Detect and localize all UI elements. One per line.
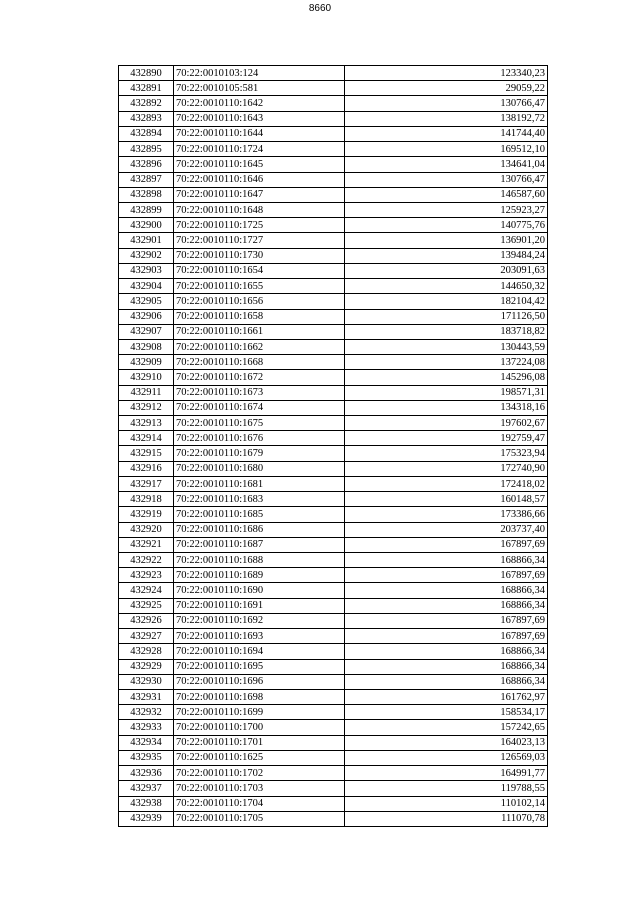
- cadastral-value-cell: 126569,03: [345, 750, 548, 765]
- table-row: [119, 766, 548, 781]
- cadastral-value-cell: 164023,13: [345, 735, 548, 750]
- row-number-cell: 432909: [119, 355, 174, 370]
- cadastral-value-cell: 197602,67: [345, 416, 548, 431]
- table-row: [119, 446, 548, 461]
- row-number-cell: 432902: [119, 248, 174, 263]
- cadastral-number-cell: 70:22:0010110:1658: [174, 309, 345, 324]
- cadastral-number-cell: 70:22:0010110:1703: [174, 781, 345, 796]
- cadastral-value-table: [118, 65, 548, 827]
- cadastral-number-cell: 70:22:0010110:1655: [174, 279, 345, 294]
- table-row: [119, 720, 548, 735]
- table-row: [119, 796, 548, 811]
- cadastral-number-cell: 70:22:0010110:1698: [174, 689, 345, 704]
- row-number-cell: 432901: [119, 233, 174, 248]
- cadastral-value-cell: 168866,34: [345, 659, 548, 674]
- table-row: [119, 674, 548, 689]
- cadastral-number-cell: 70:22:0010110:1654: [174, 263, 345, 278]
- cadastral-number-cell: 70:22:0010110:1648: [174, 202, 345, 217]
- cadastral-number-cell: 70:22:0010110:1689: [174, 568, 345, 583]
- cadastral-number-cell: 70:22:0010110:1681: [174, 476, 345, 491]
- row-number-cell: 432894: [119, 126, 174, 141]
- table-row: [119, 735, 548, 750]
- row-number-cell: 432905: [119, 294, 174, 309]
- row-number-cell: 432930: [119, 674, 174, 689]
- table-row: [119, 126, 548, 141]
- cadastral-number-cell: 70:22:0010110:1656: [174, 294, 345, 309]
- table-row: [119, 644, 548, 659]
- table-row: [119, 279, 548, 294]
- cadastral-value-cell: 130766,47: [345, 172, 548, 187]
- row-number-cell: 432939: [119, 811, 174, 826]
- cadastral-value-cell: 111070,78: [345, 811, 548, 826]
- table-row: [119, 613, 548, 628]
- cadastral-value-cell: 146587,60: [345, 187, 548, 202]
- table-row: [119, 583, 548, 598]
- row-number-cell: 432912: [119, 400, 174, 415]
- row-number-cell: 432921: [119, 537, 174, 552]
- table-row: [119, 248, 548, 263]
- table-row: [119, 416, 548, 431]
- table-row: [119, 370, 548, 385]
- row-number-cell: 432929: [119, 659, 174, 674]
- table-row: [119, 629, 548, 644]
- row-number-cell: 432892: [119, 96, 174, 111]
- cadastral-number-cell: 70:22:0010110:1690: [174, 583, 345, 598]
- cadastral-value-cell: 161762,97: [345, 689, 548, 704]
- cadastral-value-cell: 198571,31: [345, 385, 548, 400]
- cadastral-number-cell: 70:22:0010110:1647: [174, 187, 345, 202]
- cadastral-number-cell: 70:22:0010110:1643: [174, 111, 345, 126]
- row-number-cell: 432898: [119, 187, 174, 202]
- cadastral-number-cell: 70:22:0010110:1725: [174, 218, 345, 233]
- cadastral-value-cell: 168866,34: [345, 553, 548, 568]
- table-row: [119, 157, 548, 172]
- cadastral-value-cell: 134641,04: [345, 157, 548, 172]
- table-row: [119, 522, 548, 537]
- cadastral-value-cell: 158534,17: [345, 705, 548, 720]
- row-number-cell: 432934: [119, 735, 174, 750]
- row-number-cell: 432915: [119, 446, 174, 461]
- cadastral-number-cell: 70:22:0010110:1685: [174, 507, 345, 522]
- table-row: [119, 294, 548, 309]
- cadastral-value-cell: 123340,23: [345, 66, 548, 81]
- table-row: [119, 431, 548, 446]
- row-number-cell: 432891: [119, 81, 174, 96]
- cadastral-value-cell: 167897,69: [345, 629, 548, 644]
- table-row: [119, 96, 548, 111]
- cadastral-number-cell: 70:22:0010110:1625: [174, 750, 345, 765]
- row-number-cell: 432899: [119, 202, 174, 217]
- row-number-cell: 432900: [119, 218, 174, 233]
- cadastral-number-cell: 70:22:0010110:1727: [174, 233, 345, 248]
- cadastral-number-cell: 70:22:0010110:1642: [174, 96, 345, 111]
- cadastral-value-cell: 175323,94: [345, 446, 548, 461]
- cadastral-value-cell: 169512,10: [345, 142, 548, 157]
- cadastral-number-cell: 70:22:0010110:1705: [174, 811, 345, 826]
- row-number-cell: 432916: [119, 461, 174, 476]
- cadastral-value-cell: 203737,40: [345, 522, 548, 537]
- cadastral-value-cell: 110102,14: [345, 796, 548, 811]
- row-number-cell: 432933: [119, 720, 174, 735]
- cadastral-value-cell: 141744,40: [345, 126, 548, 141]
- row-number-cell: 432903: [119, 263, 174, 278]
- cadastral-number-cell: 70:22:0010110:1645: [174, 157, 345, 172]
- row-number-cell: 432896: [119, 157, 174, 172]
- cadastral-number-cell: 70:22:0010110:1693: [174, 629, 345, 644]
- cadastral-number-cell: 70:22:0010110:1695: [174, 659, 345, 674]
- row-number-cell: 432928: [119, 644, 174, 659]
- row-number-cell: 432911: [119, 385, 174, 400]
- cadastral-value-cell: 173386,66: [345, 507, 548, 522]
- row-number-cell: 432910: [119, 370, 174, 385]
- cadastral-number-cell: 70:22:0010105:581: [174, 81, 345, 96]
- cadastral-number-cell: 70:22:0010110:1683: [174, 492, 345, 507]
- row-number-cell: 432917: [119, 476, 174, 491]
- table-row: [119, 811, 548, 826]
- table-row: [119, 187, 548, 202]
- table-row: [119, 218, 548, 233]
- cadastral-value-cell: 168866,34: [345, 674, 548, 689]
- cadastral-value-cell: 136901,20: [345, 233, 548, 248]
- row-number-cell: 432913: [119, 416, 174, 431]
- cadastral-value-cell: 144650,32: [345, 279, 548, 294]
- table-row: [119, 81, 548, 96]
- table-row: [119, 781, 548, 796]
- table-row: [119, 568, 548, 583]
- cadastral-number-cell: 70:22:0010110:1680: [174, 461, 345, 476]
- cadastral-value-cell: 164991,77: [345, 766, 548, 781]
- cadastral-number-cell: 70:22:0010110:1688: [174, 553, 345, 568]
- cadastral-value-cell: 157242,65: [345, 720, 548, 735]
- cadastral-value-cell: 29059,22: [345, 81, 548, 96]
- cadastral-value-cell: 130766,47: [345, 96, 548, 111]
- table-row: [119, 400, 548, 415]
- table-row: [119, 750, 548, 765]
- cadastral-number-cell: 70:22:0010110:1691: [174, 598, 345, 613]
- row-number-cell: 432895: [119, 142, 174, 157]
- cadastral-number-cell: 70:22:0010103:124: [174, 66, 345, 81]
- row-number-cell: 432926: [119, 613, 174, 628]
- cadastral-value-cell: 140775,76: [345, 218, 548, 233]
- cadastral-value-cell: 167897,69: [345, 613, 548, 628]
- cadastral-value-cell: 182104,42: [345, 294, 548, 309]
- cadastral-number-cell: 70:22:0010110:1673: [174, 385, 345, 400]
- cadastral-value-cell: 134318,16: [345, 400, 548, 415]
- cadastral-number-cell: 70:22:0010110:1676: [174, 431, 345, 446]
- cadastral-value-cell: 172418,02: [345, 476, 548, 491]
- table-row: [119, 598, 548, 613]
- row-number-cell: 432919: [119, 507, 174, 522]
- table-row: [119, 172, 548, 187]
- table-row: [119, 689, 548, 704]
- cadastral-value-cell: 203091,63: [345, 263, 548, 278]
- cadastral-number-cell: 70:22:0010110:1675: [174, 416, 345, 431]
- table-row: [119, 202, 548, 217]
- table-row: [119, 263, 548, 278]
- cadastral-value-cell: 137224,08: [345, 355, 548, 370]
- cadastral-value-cell: 192759,47: [345, 431, 548, 446]
- row-number-cell: 432890: [119, 66, 174, 81]
- cadastral-value-cell: 119788,55: [345, 781, 548, 796]
- row-number-cell: 432932: [119, 705, 174, 720]
- cadastral-number-cell: 70:22:0010110:1679: [174, 446, 345, 461]
- row-number-cell: 432925: [119, 598, 174, 613]
- cadastral-value-cell: 139484,24: [345, 248, 548, 263]
- cadastral-value-cell: 138192,72: [345, 111, 548, 126]
- table-row: [119, 476, 548, 491]
- cadastral-number-cell: 70:22:0010110:1724: [174, 142, 345, 157]
- cadastral-number-cell: 70:22:0010110:1700: [174, 720, 345, 735]
- cadastral-value-cell: 167897,69: [345, 537, 548, 552]
- row-number-cell: 432906: [119, 309, 174, 324]
- cadastral-number-cell: 70:22:0010110:1672: [174, 370, 345, 385]
- row-number-cell: 432931: [119, 689, 174, 704]
- cadastral-value-cell: 172740,90: [345, 461, 548, 476]
- row-number-cell: 432937: [119, 781, 174, 796]
- cadastral-value-cell: 183718,82: [345, 324, 548, 339]
- row-number-cell: 432897: [119, 172, 174, 187]
- row-number-cell: 432927: [119, 629, 174, 644]
- table-row: [119, 66, 548, 81]
- cadastral-number-cell: 70:22:0010110:1702: [174, 766, 345, 781]
- row-number-cell: 432914: [119, 431, 174, 446]
- cadastral-value-cell: 145296,08: [345, 370, 548, 385]
- cadastral-number-cell: 70:22:0010110:1686: [174, 522, 345, 537]
- table-row: [119, 553, 548, 568]
- cadastral-number-cell: 70:22:0010110:1696: [174, 674, 345, 689]
- table-row: [119, 324, 548, 339]
- row-number-cell: 432904: [119, 279, 174, 294]
- table-body: [119, 66, 548, 827]
- cadastral-number-cell: 70:22:0010110:1668: [174, 355, 345, 370]
- cadastral-number-cell: 70:22:0010110:1694: [174, 644, 345, 659]
- row-number-cell: 432923: [119, 568, 174, 583]
- cadastral-number-cell: 70:22:0010110:1644: [174, 126, 345, 141]
- row-number-cell: 432893: [119, 111, 174, 126]
- cadastral-value-cell: 168866,34: [345, 583, 548, 598]
- table-row: [119, 705, 548, 720]
- table-row: [119, 492, 548, 507]
- table-row: [119, 507, 548, 522]
- row-number-cell: 432908: [119, 339, 174, 354]
- row-number-cell: 432907: [119, 324, 174, 339]
- cadastral-number-cell: 70:22:0010110:1661: [174, 324, 345, 339]
- cadastral-value-cell: 160148,57: [345, 492, 548, 507]
- cadastral-number-cell: 70:22:0010110:1699: [174, 705, 345, 720]
- table-row: [119, 111, 548, 126]
- row-number-cell: 432918: [119, 492, 174, 507]
- table-row: [119, 385, 548, 400]
- cadastral-number-cell: 70:22:0010110:1701: [174, 735, 345, 750]
- cadastral-number-cell: 70:22:0010110:1704: [174, 796, 345, 811]
- table-row: [119, 659, 548, 674]
- row-number-cell: 432936: [119, 766, 174, 781]
- page-number: 8660: [308, 3, 332, 14]
- table-row: [119, 309, 548, 324]
- table-row: [119, 355, 548, 370]
- cadastral-number-cell: 70:22:0010110:1692: [174, 613, 345, 628]
- cadastral-number-cell: 70:22:0010110:1687: [174, 537, 345, 552]
- cadastral-value-cell: 125923,27: [345, 202, 548, 217]
- cadastral-value-cell: 168866,34: [345, 598, 548, 613]
- cadastral-number-cell: 70:22:0010110:1730: [174, 248, 345, 263]
- row-number-cell: 432922: [119, 553, 174, 568]
- cadastral-number-cell: 70:22:0010110:1662: [174, 339, 345, 354]
- table-row: [119, 537, 548, 552]
- row-number-cell: 432935: [119, 750, 174, 765]
- cadastral-number-cell: 70:22:0010110:1646: [174, 172, 345, 187]
- row-number-cell: 432920: [119, 522, 174, 537]
- table-row: [119, 142, 548, 157]
- cadastral-value-cell: 167897,69: [345, 568, 548, 583]
- table-row: [119, 461, 548, 476]
- table-row: [119, 339, 548, 354]
- cadastral-value-cell: 130443,59: [345, 339, 548, 354]
- cadastral-value-cell: 168866,34: [345, 644, 548, 659]
- row-number-cell: 432938: [119, 796, 174, 811]
- row-number-cell: 432924: [119, 583, 174, 598]
- cadastral-value-cell: 171126,50: [345, 309, 548, 324]
- cadastral-number-cell: 70:22:0010110:1674: [174, 400, 345, 415]
- table-row: [119, 233, 548, 248]
